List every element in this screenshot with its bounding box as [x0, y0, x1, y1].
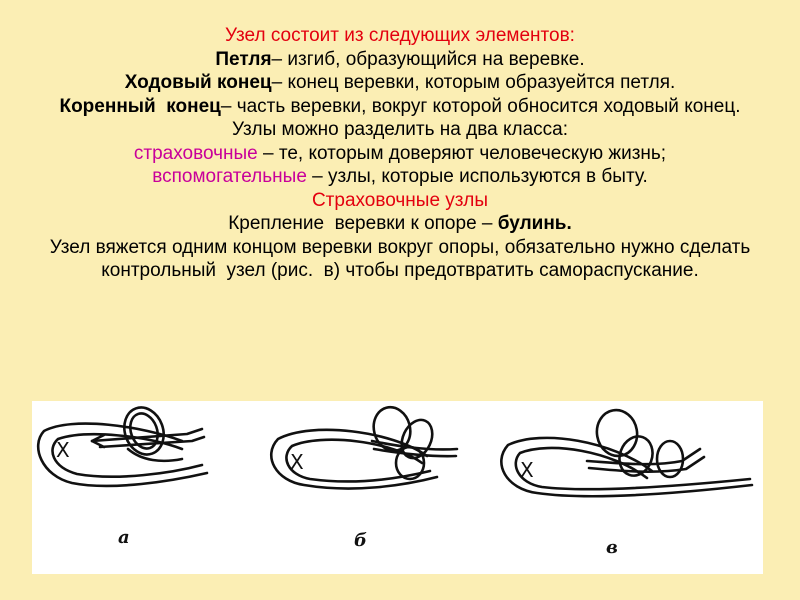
standing-part-text: – часть веревки, вокруг которой обносится ходовый конец. — [220, 95, 741, 117]
attachment-text: Крепление веревки к опоре – — [228, 213, 498, 234]
attachment-line — [20, 212, 780, 236]
classes-intro: Узлы можно разделить на два класса: — [232, 119, 568, 140]
knot-panel-c — [501, 407, 752, 558]
knot-description: Узел вяжется одним концом веревки вокруг опоры, обязательно нужно сделать контрольный узел (рис. в) чтобы предотвратить самораспускание. — [49, 236, 756, 281]
slide-text — [20, 24, 780, 283]
x-marker-a: X — [56, 438, 70, 462]
bowline-illustration — [32, 401, 763, 574]
knot-name: булинь. — [497, 213, 572, 234]
standing-part-definition — [20, 95, 780, 119]
slide-heading: Узел состоит из следующих элементов: — [225, 25, 575, 46]
running-end-term: Ходовый конец — [124, 72, 272, 93]
x-marker-c: X — [520, 458, 534, 482]
auxiliary-class-text: – узлы, которые используются в быту. — [306, 166, 648, 187]
safety-knots-heading: Страховочные узлы — [311, 189, 489, 211]
auxiliary-class-term: вспомогательные — [152, 166, 307, 187]
knot-panel-b — [271, 403, 457, 551]
safety-class-text: – те, которым доверяют человеческую жизнь; — [257, 142, 667, 164]
knot-panel-a — [38, 402, 207, 548]
loop-definition — [20, 48, 780, 72]
figure-label-a: а — [118, 527, 130, 548]
auxiliary-class-definition — [20, 165, 780, 189]
figure-label-c: в — [606, 537, 618, 558]
loop-text: – изгиб, образующийся на веревке. — [271, 48, 585, 70]
safety-class-term: страховочные — [133, 142, 258, 164]
bowline-figure — [32, 401, 763, 574]
figure-label-b: б — [354, 530, 367, 551]
running-end-text: – конец веревки, которым образуейтся петля. — [271, 72, 676, 93]
safety-class-definition — [20, 142, 780, 166]
running-end-definition — [20, 71, 780, 95]
standing-part-term: Коренный конец — [59, 95, 221, 117]
x-marker-b: X — [290, 450, 304, 474]
loop-term: Петля — [215, 48, 272, 70]
